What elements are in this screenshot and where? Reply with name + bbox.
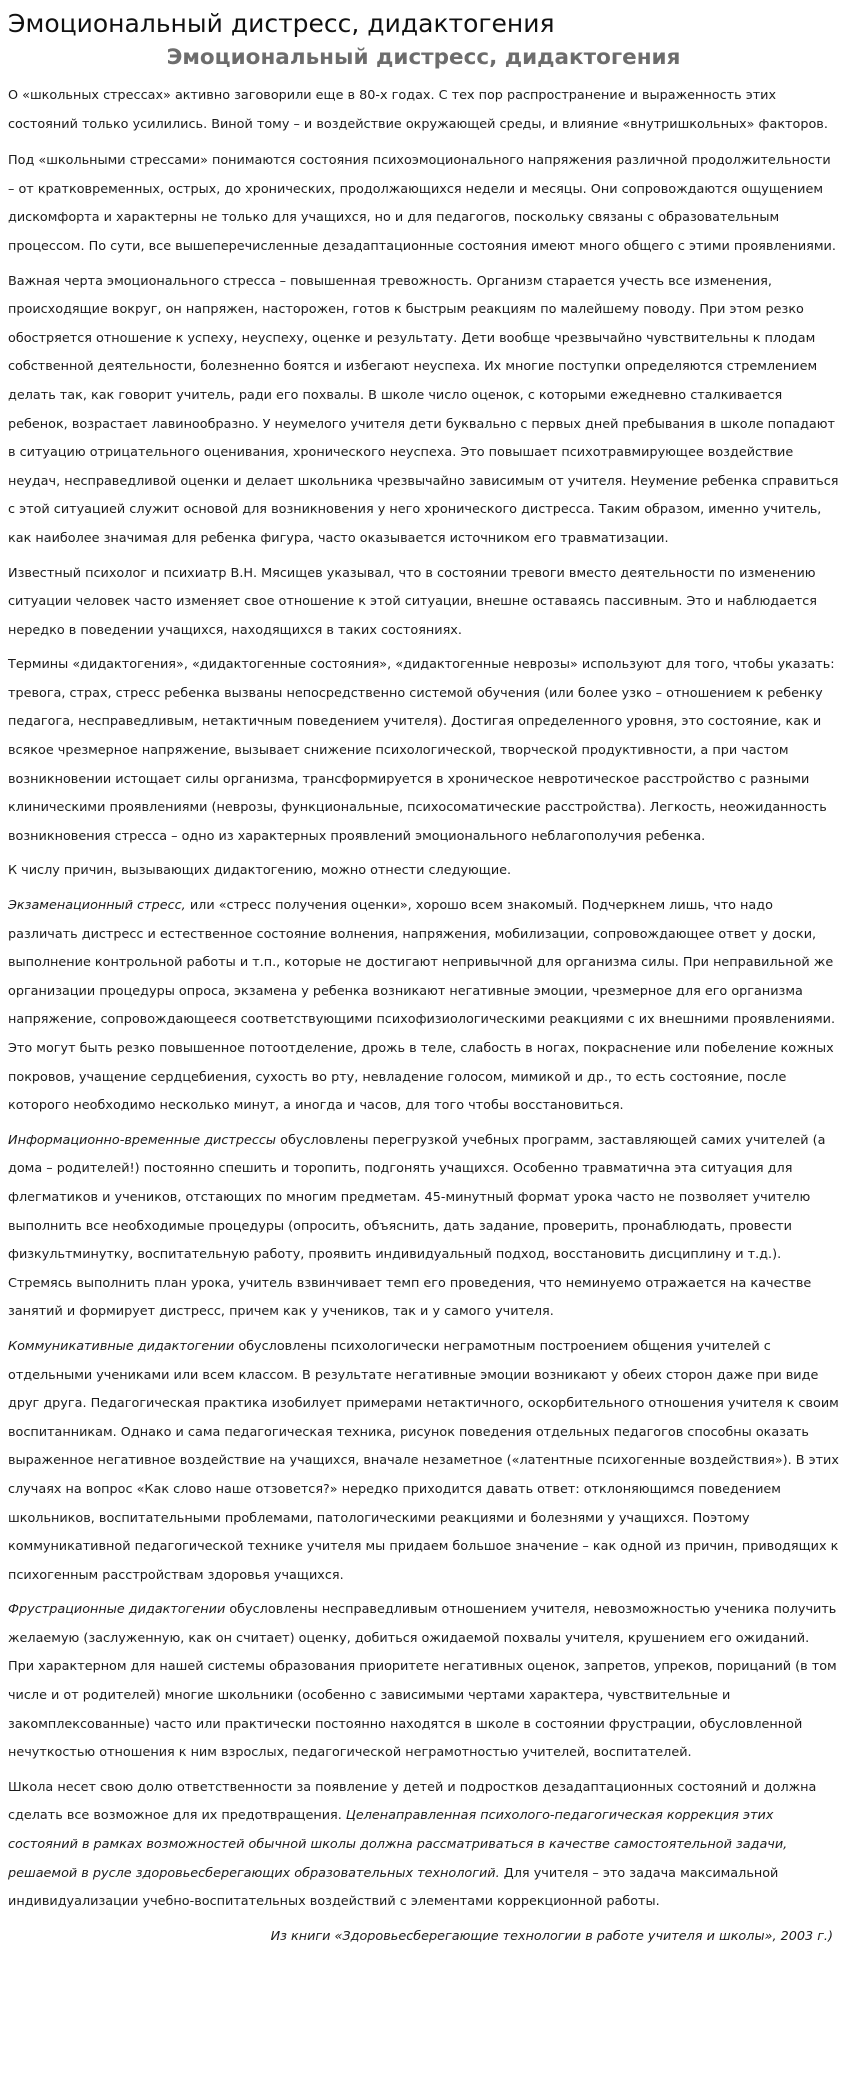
article-title: Эмоциональный дистресс, дидактогения	[166, 45, 681, 70]
paragraph-lead: Фрустрационные дидактогении	[8, 1602, 226, 1618]
paragraph-school-responsibility	[8, 1774, 839, 1917]
paragraph-lead: Информационно-временные дистрессы	[8, 1132, 277, 1148]
paragraph-info-time	[8, 1127, 839, 1327]
paragraph-myasishchev	[8, 560, 839, 646]
paragraph-text: Важная черта эмоционального стресса – повышенная тревожность. Организм старается учесть все изменения, происходящие вокруг, он напряжен, насторожен, готов к быстрым реакциям по малейшему поводу. При этом резко обостряется отношение к успеху, неуспеху, оценке и результату. Дети вообще чрезвычайно чувствительны к плодам собственной деятельности, болезненно боятся и избегают неуспеха. Их многие поступки определяются стремлением делать так, как говорит учитель, ради его похвалы. В школе число оценок, с которыми ежедневно сталкивается ребенок, возрастает лавинообразно. У неумелого учителя дети буквально с первых дней пребывания в школе попадают в ситуацию отрицательного оценивания, хронического неуспеха. Это повышает психотравмирующее воздействие неудач, несправедливой оценки и делает школьника чрезвычайно зависимым от учителя. Неумение ребенка справиться с этой ситуацией служит основой для возникновения у него хронического дистресса. Таким образом, именно учитель, как наиболее значимая для ребенка фигура, часто оказывается источником его травматизации.	[8, 273, 839, 546]
source-citation: Из книги «Здоровьесберегающие технологии в работе учителя и школы», 2003 г.)	[270, 1928, 833, 1944]
paragraph-tail: Для учителя – это задача максимальной индивидуализации учебно-воспитательных воздействий с элементами коррекционной работы.	[8, 1865, 779, 1910]
paragraph-lead: Экзаменационный стресс,	[8, 898, 186, 914]
paragraph-definition	[8, 147, 839, 261]
paragraph-lead: Коммуникативные дидактогении	[8, 1338, 235, 1354]
paragraph-text: К числу причин, вызывающих дидактогению, можно отнести следующие.	[8, 863, 512, 879]
article-body	[8, 82, 839, 1917]
paragraph-text: Известный психолог и психиатр В.Н. Мясищев указывал, что в состоянии тревоги вместо деятельности по изменению ситуации человек часто изменяет свое отношение к этой ситуации, внешне оставаясь пассивным. Это и наблюдается нередко в поведении учащихся, находящихся в таких состояниях.	[8, 565, 817, 638]
paragraph-text: О «школьных стрессах» активно заговорили еще в 80-х годах. С тех пор распространение и выраженность этих состояний только усилились. Виной тому – и воздействие окружающей среды, и влияние «внутришкольных» факторов.	[8, 88, 828, 132]
paragraph-text: Под «школьными стрессами» понимаются состояния психоэмоционального напряжения различной продолжительности – от кратковременных, острых, до хронических, продолжающихся недели и месяцы. Они сопровождаются ощущением дискомфорта и характерны не только для учащихся, но и для педагогов, поскольку связаны с образовательным процессом. По сути, все вышеперечисленные дезадаптационные состояния имеют много общего с этими проявлениями.	[8, 153, 836, 254]
paragraph-intro	[8, 82, 839, 139]
paragraph-text: Термины «дидактогения», «дидактогенные состояния», «дидактогенные неврозы» используют для того, чтобы указать: тревога, страх, стресс ребенка вызваны непосредственно системой обучения (или более узко – отношением к ребенку педагога, несправедливым, нетактичным поведением учителя). Достигая определенного уровня, это состояние, как и всякое чрезмерное напряжение, вызывает снижение психологической, творческой продуктивности, а при частом возникновении истощает силы организма, трансформируется в хроническое невротическое расстройство с разными клиническими проявлениями (неврозы, функциональные, психосоматические расстройства). Легкость, неожиданность возникновения стресса – одно из характерных проявлений эмоционального неблагополучия ребенка.	[8, 657, 835, 844]
paragraph-text: обусловлены перегрузкой учебных программ, заставляющей самих учителей (а дома – родителей!) постоянно спешить и торопить, подгонять учащихся. Особенно травматична эта ситуация для флегматиков и учеников, отстающих по многим предметам. 45-минутный формат урока часто не позволяет учителю выполнить все необходимые процедуры (опросить, объяснить, дать задание, проверить, пронаблюдать, провести физкультминутку, воспитательную работу, проявить индивидуальный подход, восстановить дисциплину и т.д.). Стремясь выполнить план урока, учитель взвинчивает темп его проведения, что неминуемо отражается на качестве занятий и формирует дистресс, причем как у учеников, так и у самого учителя.	[8, 1132, 826, 1320]
paragraph-exam-stress	[8, 892, 839, 1121]
paragraph-text: обусловлены психологически неграмотным построением общения учителей с отдельными учениками или всем классом. В результате негативные эмоции возникают у обеих сторон даже при виде друг друга. Педагогическая практика изобилует примерами нетактичного, оскорбительного отношения учителя к своим воспитанникам. Однако и сама педагогическая техника, рисунок поведения отдельных педагогов способны оказать выраженное негативное воздействие на учащихся, вначале незаметное («латентные психогенные воздействия»). В этих случаях на вопрос «Как слово наше отзовется?» нередко приходится давать ответ: отклоняющимся поведением школьников, воспитательными проблемами, патологическими реакциями и болезнями у учащихся. Поэтому коммуникативной педагогической технике учителя мы придаем большое значение – как одной из причин, приводящих к психогенным расстройствам здоровья учащихся.	[8, 1338, 839, 1583]
paragraph-text: обусловлены несправедливым отношением учителя, невозможностью ученика получить желаемую (заслуженную, как он считает) оценку, добиться ожидаемой похвалы учителя, крушением его ожиданий. При характерном для нашей системы образования приоритете негативных оценок, запретов, упреков, порицаний (в том числе и от родителей) многие школьники (особенно с зависимыми чертами характера, чувствительные и закомплексованные) часто или практически постоянно находятся в школе в состоянии фрустрации, обусловленной нечуткостью отношения к ним взрослых, педагогической неграмотностью учителей, воспитателей.	[8, 1602, 837, 1761]
page-title: Эмоциональный дистресс, дидактогения	[8, 9, 555, 38]
paragraph-causes	[8, 857, 839, 886]
paragraph-communicative	[8, 1333, 839, 1590]
paragraph-italic-emphasis: Целенаправленная психолого-педагогическая коррекция этих состояний в рамках возможностей обычной школы должна рассматриваться в качестве самостоятельной задачи, решаемой в русле здоровьесберегающих образовательных технологий.	[8, 1808, 788, 1881]
paragraph-anxiety	[8, 268, 839, 554]
paragraph-text: или «стресс получения оценки», хорошо всем знакомый. Подчеркнем лишь, что надо различать дистресс и естественное состояние волнения, напряжения, мобилизации, сопровождающее ответ у доски, выполнение контрольной работы и т.п., которые не достигают непривычной для организма силы. При неправильной же организации процедуры опроса, экзамена у ребенка возникают негативные эмоции, чрезмерное для его организма напряжение, сопровождающееся соответствующими психофизиологическими реакциями с их внешними проявлениями. Это могут быть резко повышенное потоотделение, дрожь в теле, слабость в ногах, покраснение или побеление кожных покровов, учащение сердцебиения, сухость во рту, невладение голосом, мимикой и др., то есть состояние, после которого необходимо несколько минут, а иногда и часов, для того чтобы восстановиться.	[8, 898, 836, 1114]
paragraph-terms	[8, 651, 839, 851]
paragraph-frustration	[8, 1596, 839, 1768]
paragraph-text: Школа несет свою долю ответственности за появление у детей и подростков дезадаптационных состояний и должна сделать все возможное для их предотвращения.	[8, 1779, 817, 1824]
